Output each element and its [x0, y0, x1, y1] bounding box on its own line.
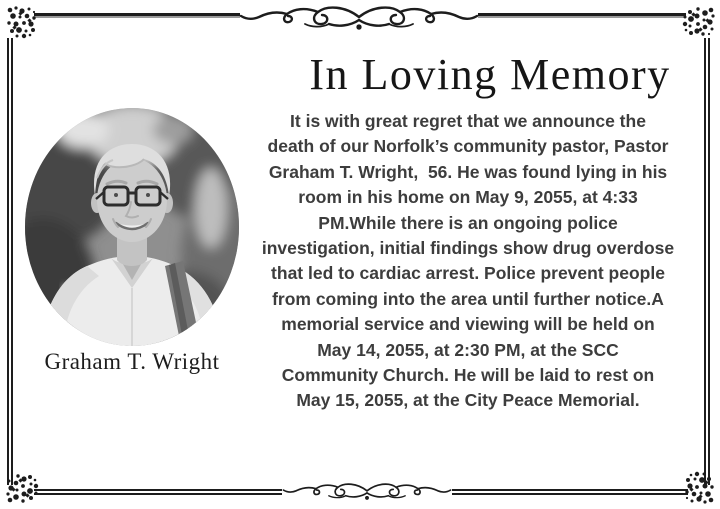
page-title: In Loving Memory: [309, 50, 671, 99]
corner-flourish-icon: [681, 4, 717, 40]
obituary-line: PM.While there is an ongoing police: [318, 212, 618, 233]
corner-flourish-icon: [681, 470, 717, 506]
frame-top-line-right: [478, 13, 686, 18]
photo-caption: Graham T. Wright: [44, 349, 220, 374]
obituary-line: Community Church. He will be laid to rest on: [281, 365, 655, 386]
obituary-line: It is with great regret that we announce the: [290, 111, 646, 131]
obituary-text: [229, 109, 707, 414]
scroll-divider-icon: [239, 3, 479, 33]
corner-flourish-icon: [4, 470, 40, 506]
scroll-divider-icon: [282, 480, 452, 503]
obituary-line: death of our Norfolk’s community pastor, Pastor: [267, 136, 669, 157]
obituary-line: room in his home on May 9, 2055, at 4:33: [298, 187, 638, 208]
corner-flourish-icon: [4, 4, 40, 40]
frame-bottom-line-left: [34, 489, 282, 495]
portrait-photo-image: [25, 108, 239, 346]
portrait-photo: [25, 108, 239, 346]
obituary-line: memorial service and viewing will be held on: [281, 314, 655, 335]
frame-left-line: [7, 38, 13, 485]
frame-bottom-line-right: [452, 489, 688, 495]
obituary-line: that led to cardiac arrest. Police prevent people: [271, 263, 665, 284]
obituary-line: May 14, 2055, at 2:30 PM, at the SCC: [317, 339, 619, 360]
obituary-line: investigation, initial findings show drug overdose: [261, 238, 675, 259]
obituary-line: May 15, 2055, at the City Peace Memorial.: [296, 390, 640, 411]
obituary-line: Graham T. Wright, 56. He was found lying in his: [268, 161, 668, 182]
obituary-line: from coming into the area until further notice.A: [272, 288, 664, 309]
frame-top-line-left: [34, 13, 240, 18]
